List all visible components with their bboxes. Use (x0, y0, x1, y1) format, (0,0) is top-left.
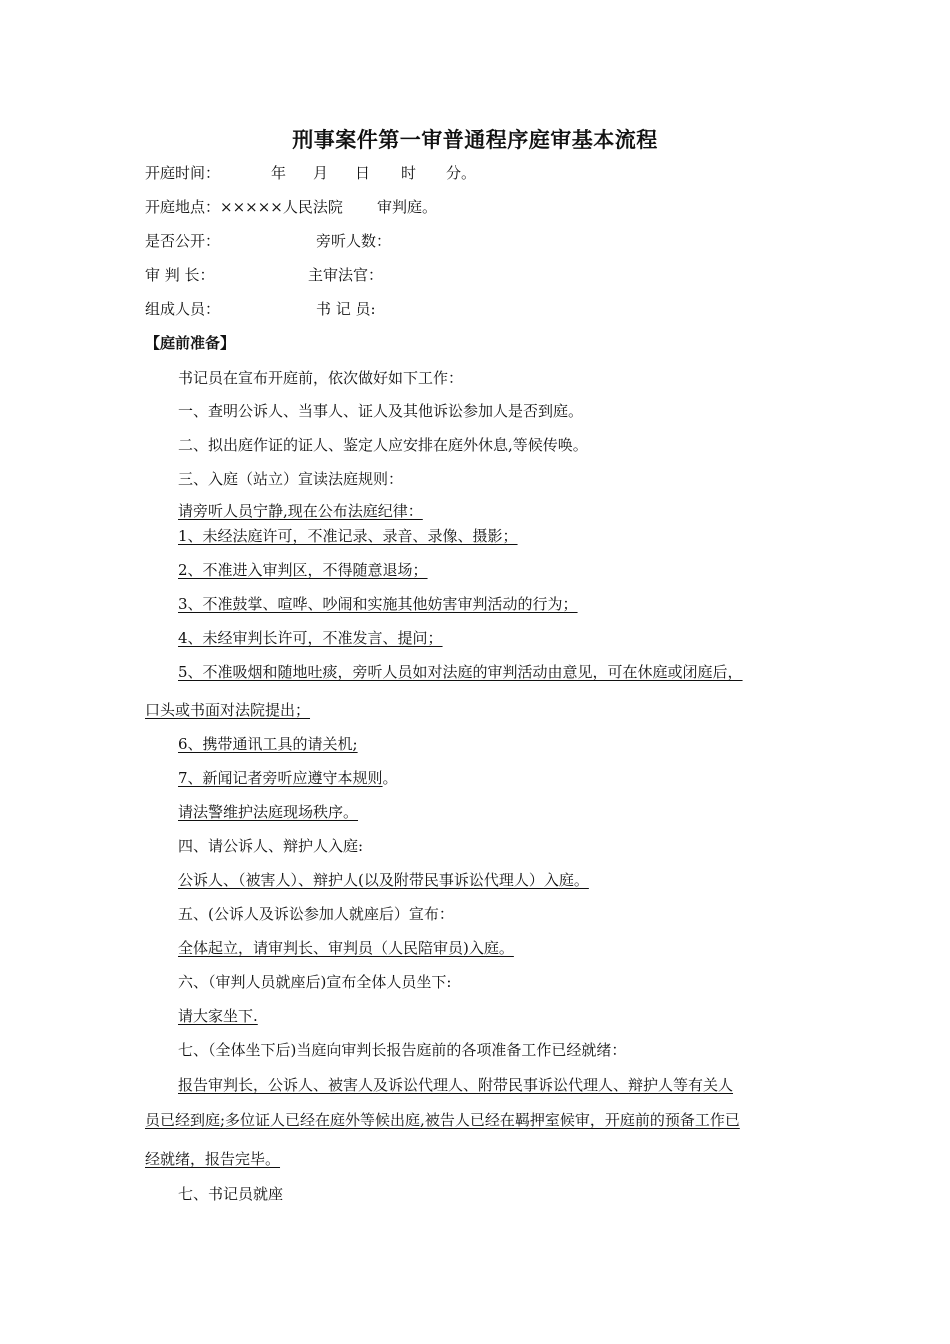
time-month: 月 (313, 164, 329, 182)
public-label: 是否公开： (145, 232, 221, 250)
location-label: 开庭地点：×××××人民法院 (145, 198, 343, 216)
court-rule-line: 5、不准吸烟和随地吐痰，旁听人员如对法庭的审判活动由意见，可在休庭或闭庭后， (178, 663, 743, 681)
judge-label: 审 判 长： (145, 266, 215, 284)
court-rule-line (178, 768, 398, 788)
announcement-line: 全体起立，请审判长、审判员（人民陪审员)入庭。 (178, 939, 514, 957)
court-rule-line: 4、未经审判长许可，不准发言、提问； (178, 629, 443, 647)
presiding-judge-label: 主审法官： (308, 266, 384, 284)
announcement-line: 公诉人、（被害人）、辩护人(以及附带民事诉讼代理人）入庭。 (178, 871, 589, 889)
time-hour: 时 (401, 164, 417, 182)
court-rule-line: 口头或书面对法院提出； (145, 701, 311, 719)
time-year: 年 (271, 164, 287, 182)
court-rule-line: 1、未经法庭许可，不准记录、录音、录像、摄影； (178, 527, 518, 545)
paragraph: 二、拟出庭作证的证人、鉴定人应安排在庭外休息,等候传唤。 (178, 436, 588, 454)
court-rule-text: 7、新闻记者旁听应遵守本规则 (178, 769, 383, 787)
court-rule-period: 。 (382, 769, 398, 787)
court-rule-line: 请法警维护法庭现场秩序。 (178, 803, 359, 821)
court-rule-line: 6、携带通讯工具的请关机; (178, 735, 358, 753)
court-rule-line: 2、不准进入审判区，不得随意退场； (178, 561, 428, 579)
paragraph: 六、（审判人员就座后)宣布全体人员坐下: (178, 973, 452, 991)
members-label: 组成人员： (145, 300, 221, 318)
location-suffix: 审判庭。 (377, 198, 438, 216)
announcement-line: 请大家坐下. (178, 1007, 258, 1025)
court-rule-line: 请旁听人员宁静,现在公布法庭纪律： (178, 502, 423, 520)
paragraph: 四、请公诉人、辩护人入庭: (178, 837, 364, 855)
audience-label: 旁听人数： (316, 232, 392, 250)
time-day: 日 (355, 164, 371, 182)
report-line: 员已经到庭;多位证人已经在庭外等候出庭,被告人已经在羁押室候审，开庭前的预备工作已 (145, 1111, 740, 1129)
paragraph: 七、（全体坐下后)当庭向审判长报告庭前的各项准备工作已经就绪： (178, 1041, 627, 1059)
paragraph: 五、(公诉人及诉讼参加人就座后）宣布： (178, 905, 454, 923)
section-heading: 【庭前准备】 (145, 334, 236, 352)
time-label: 开庭时间： (145, 164, 221, 182)
paragraph: 七、书记员就座 (178, 1185, 284, 1203)
report-line: 报告审判长，公诉人、被害人及诉讼代理人、附带民事诉讼代理人、辩护人等有关人 (178, 1076, 734, 1094)
paragraph: 三、入庭（站立）宣读法庭规则： (178, 470, 404, 488)
report-line: 经就绪，报告完毕。 (145, 1150, 281, 1168)
court-rule-line: 3、不准鼓掌、喧哗、吵闹和实施其他妨害审判活动的行为； (178, 595, 578, 613)
document-title: 刑事案件第一审普通程序庭审基本流程 (292, 128, 658, 152)
time-minute: 分。 (446, 164, 477, 182)
clerk-label: 书 记 员: (316, 300, 376, 318)
paragraph: 书记员在宣布开庭前，依次做好如下工作： (178, 369, 464, 387)
paragraph: 一、查明公诉人、当事人、证人及其他诉讼参加人是否到庭。 (178, 402, 584, 420)
